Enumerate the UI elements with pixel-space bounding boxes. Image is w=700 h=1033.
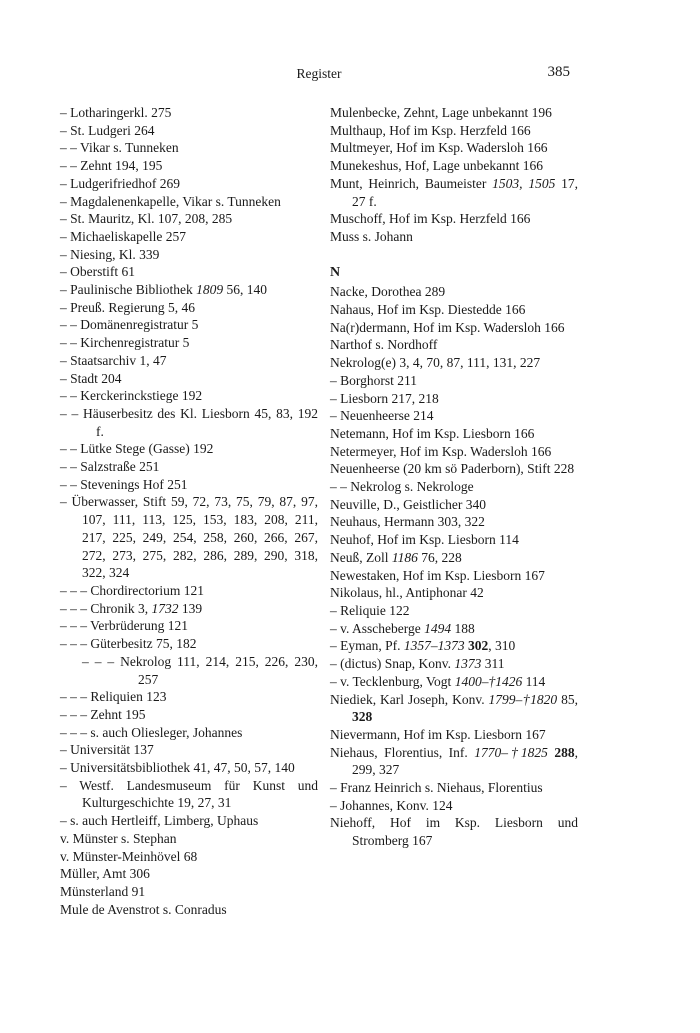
index-entry: – Borghorst 211	[330, 372, 418, 388]
index-entry: Muschoff, Hof im Ksp. Herzfeld 166	[330, 211, 531, 227]
index-entry: v. Münster-Meinhövel 68	[60, 848, 198, 864]
index-entry: Münsterland 91	[60, 883, 146, 899]
index-entry: Munt, Heinrich, Baumeister 1503, 1505 17, 27 f.	[330, 175, 579, 209]
index-entry: Munekeshus, Hof, Lage unbekannt 166	[330, 158, 543, 174]
index-entry: – – – Chronik 3, 1732 139	[60, 600, 203, 616]
running-head	[68, 66, 570, 86]
index-entry: – – Kirchenregistratur 5	[60, 335, 190, 351]
index-entry: – Reliquie 122	[330, 602, 410, 618]
index-entry: – – – Güterbesitz 75, 182	[60, 636, 197, 652]
index-entry: – – Stevenings Hof 251	[60, 476, 188, 492]
index-entry: – Überwasser, Stift 59, 72, 73, 75, 79, 87, 97, 107, 111, 113, 125, 153, 183, 208, 211, 217, 225, 249, 254, 258, 260, 266, 267, 272, 273, 275, 282, 286, 289, 290, 318, 322, 324	[60, 494, 318, 581]
index-entry: Na(r)dermann, Hof im Ksp. Wadersloh 166	[330, 319, 565, 335]
page-number: 385	[547, 64, 570, 80]
index-entry: – – – Zehnt 195	[60, 706, 146, 722]
index-entry: – v. Asscheberge 1494 188	[330, 620, 475, 636]
index-entry: Nahaus, Hof im Ksp. Diestedde 166	[330, 302, 526, 318]
index-entry: – Magdalenenkapelle, Vikar s. Tunneken	[60, 193, 281, 209]
index-entry: – (dictus) Snap, Konv. 1373 311	[330, 656, 505, 672]
index-entry: Nacke, Dorothea 289	[330, 284, 446, 300]
index-entry: Müller, Amt 306	[60, 866, 150, 882]
index-entry: v. Münster s. Stephan	[60, 830, 177, 846]
index-entry: – – Häuserbesitz des Kl. Liesborn 45, 83, 192 f.	[60, 405, 318, 439]
index-entry: – Franz Heinrich s. Niehaus, Florentius	[330, 780, 543, 796]
index-entry: – Paulinische Bibliothek 1809 56, 140	[60, 282, 267, 298]
index-entry: – Johannes, Konv. 124	[330, 797, 453, 813]
index-entry: – Stadt 204	[60, 370, 122, 386]
index-entry: – Neuenheerse 214	[330, 408, 434, 424]
section-letter: N	[330, 264, 341, 280]
index-entry: Neuenheerse (20 km sö Paderborn), Stift 228	[330, 461, 575, 477]
index-entry: Muss s. Johann	[330, 228, 413, 244]
index-entry: – Niesing, Kl. 339	[60, 246, 160, 262]
index-entry: Niehoff, Hof im Ksp. Liesborn und Stromberg 167	[330, 815, 578, 849]
index-entry: Nievermann, Hof im Ksp. Liesborn 167	[330, 726, 546, 742]
index-entry: – Ludgerifriedhof 269	[60, 175, 180, 191]
index-entry: – Universität 137	[60, 742, 154, 758]
index-entry: – – Vikar s. Tunneken	[60, 140, 179, 156]
index-entry: – – Domänenregistratur 5	[60, 317, 199, 333]
index-entry: – – – Reliquien 123	[60, 689, 167, 705]
index-entry: – Michaeliskapelle 257	[60, 228, 186, 244]
index-entry: Mulenbecke, Zehnt, Lage unbekannt 196	[330, 105, 552, 120]
index-entry: Netermeyer, Hof im Ksp. Wadersloh 166	[330, 443, 552, 459]
index-entry: – Staatsarchiv 1, 47	[60, 352, 167, 368]
index-entry: Netemann, Hof im Ksp. Liesborn 166	[330, 425, 535, 441]
index-entry: – Lotharingerkl. 275	[60, 105, 172, 120]
index-entry: Niediek, Karl Joseph, Konv. 1799–†1820 85, 328	[330, 691, 578, 725]
index-entry: Neuß, Zoll 1186 76, 228	[330, 549, 462, 565]
running-title: Register	[296, 66, 342, 81]
index-entry: – s. auch Hertleiff, Limberg, Uphaus	[60, 813, 259, 829]
index-entry: Neuhaus, Hermann 303, 322	[330, 514, 485, 530]
index-entry: Multhaup, Hof im Ksp. Herzfeld 166	[330, 122, 531, 138]
index-entry: – Universitätsbibliothek 41, 47, 50, 57, 140	[60, 760, 295, 776]
index-entry: Newestaken, Hof im Ksp. Liesborn 167	[330, 567, 545, 583]
index-entry: – St. Mauritz, Kl. 107, 208, 285	[60, 211, 233, 227]
index-entry: Nikolaus, hl., Antiphonar 42	[330, 585, 484, 601]
index-entry: – Eyman, Pf. 1357–1373 302, 310	[330, 638, 516, 654]
index-entry: – – – Chordirectorium 121	[60, 582, 204, 598]
index-entry: – – Kerckerinckstiege 192	[60, 388, 203, 404]
index-entry: – – Nekrolog s. Nekrologe	[330, 479, 474, 495]
index-entry: – Preuß. Regierung 5, 46	[60, 299, 195, 315]
index-entry: – – Zehnt 194, 195	[60, 158, 163, 174]
index-entry: Nekrolog(e) 3, 4, 70, 87, 111, 131, 227	[330, 355, 541, 371]
index-entry: Mule de Avenstrot s. Conradus	[60, 901, 227, 917]
index-entry: Neuhof, Hof im Ksp. Liesborn 114	[330, 532, 519, 548]
index-entry: – Liesborn 217, 218	[330, 390, 439, 406]
index-entry: – – Lütke Stege (Gasse) 192	[60, 441, 214, 457]
index-column-left	[60, 104, 318, 918]
index-entry: Neuville, D., Geistlicher 340	[330, 496, 486, 512]
index-entry: Multmeyer, Hof im Ksp. Wadersloh 166	[330, 140, 548, 156]
index-entry: – Oberstift 61	[60, 264, 135, 280]
index-entry: Niehaus, Florentius, Inf. 1770–†1825 288, 299, 327	[330, 744, 579, 778]
index-entry: – v. Tecklenburg, Vogt 1400–†1426 114	[330, 673, 546, 689]
index-entry: – Westf. Landesmuseum für Kunst und Kulturgeschichte 19, 27, 31	[60, 777, 318, 811]
index-entry: – – – s. auch Oliesleger, Johannes	[60, 724, 243, 740]
index-entry: – St. Ludgeri 264	[60, 122, 155, 138]
index-entry: Narthof s. Nordhoff	[330, 337, 438, 353]
index-entries-n	[330, 283, 578, 850]
index-entry: – – – Verbrüderung 121	[60, 618, 188, 634]
index-entry: – – Salzstraße 251	[60, 459, 160, 475]
index-column-right	[330, 104, 578, 850]
index-entry: – – – Nekrolog 111, 214, 215, 226, 230, 257	[82, 653, 318, 687]
index-entries-m	[330, 104, 578, 246]
